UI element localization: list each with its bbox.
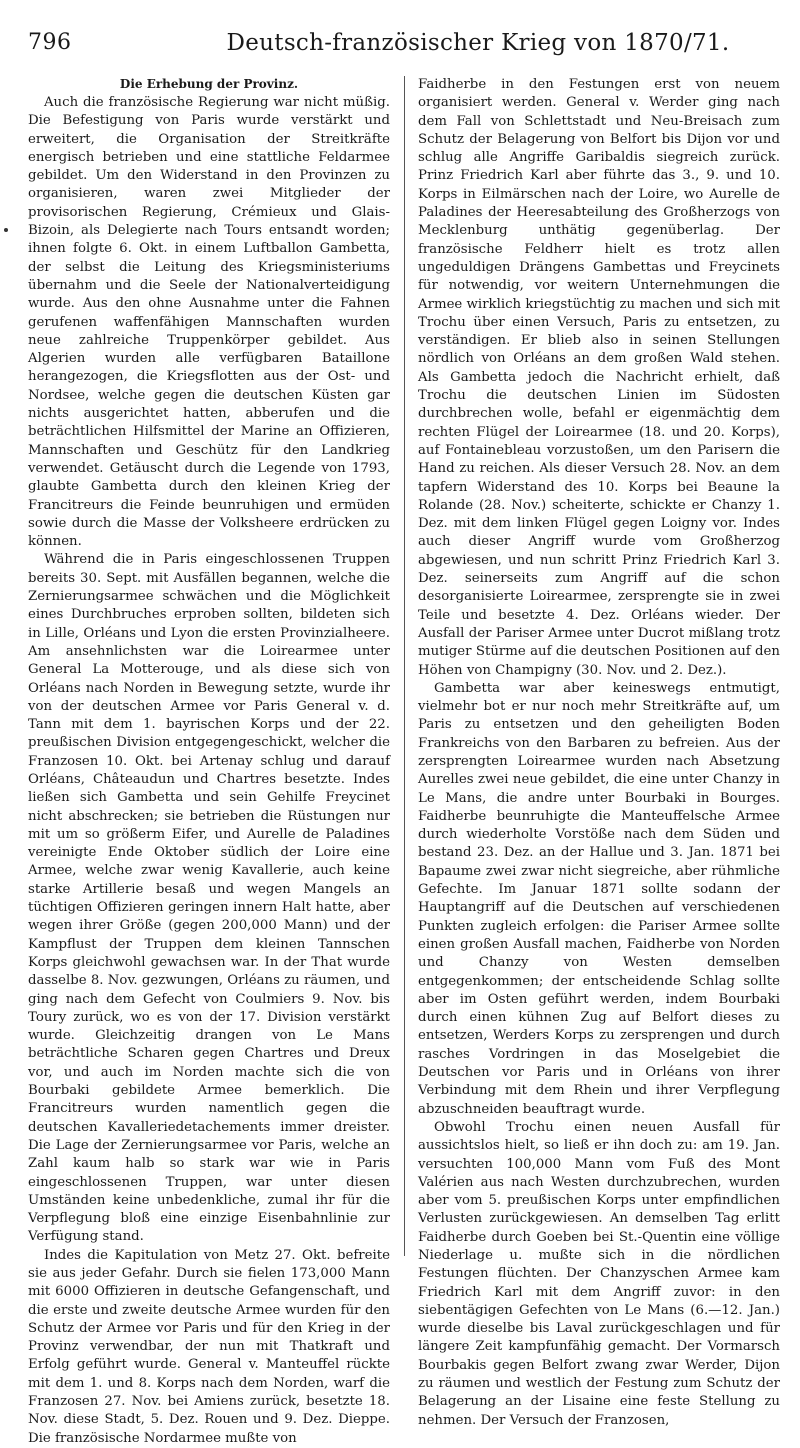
paragraph: Faidherbe in den Festungen erst von neuem organisiert werden. General v. Werder ging nach dem Fall von Schlettstadt und Neu-Breisach zum Schutz der Belagerung von Belfort bis Dijon vor und schlug alle Angriffe Garibaldis siegreich zurück. Prinz Friedrich Karl aber führte das 3., 9. und 10. Korps in Eilmärschen nach der Loire, wo Aurelle de Paladines der Heeresabteilung des Großherzogs von Mecklenburg unthätig gegenüberlag. Der französische Feldherr hielt es trotz allen ungeduldigen Drängens Gambettas und Freycinets für notwendig, vor weitern Unternehmungen die Armee wirklich kriegstüchtig zu machen und sich mit Trochu über einen Versuch, Paris zu entsetzen, zu verständigen. Er blieb also in seinen Stellungen nördlich von Orléans an dem großen Wald stehen. Als Gambetta jedoch die Nachricht erhielt, daß Trochu die deutschen Linien im Südosten durchbrechen wolle, befahl er eigenmächtig dem rechten Flügel der Loirearmee (18. und 20. Korps), auf Fontainebleau vorzustoßen, um den Parisern die Hand zu reichen. Als dieser Versuch 28. Nov. an dem tapfern Widerstand des 10. Korps bei Beaune la Rolande (28. Nov.) scheiterte, schickte er Chanzy 1. Dez. mit dem linken Flügel gegen Loigny vor. Indes auch dieser Angriff wurde vom Großherzog abgewiesen, und nun schritt Prinz Friedrich Karl 3. Dez. seinerseits zum Angriff auf die schon desorganisierte Loirearmee, zersprengte sie in zwei Teile und besetzte 4. Dez. Orléans wieder. Der Ausfall der Pariser Armee unter Ducrot mißlang trotz mutiger Stürme auf die deutschen Positionen auf den Höhen von Champigny (30. Nov. und 2. Dez.).: [418, 77, 780, 678]
column-divider: [404, 76, 405, 1256]
left-column: [28, 76, 390, 1446]
running-title: Deutsch-französischer Krieg von 1870/71.: [226, 30, 730, 56]
page-number: 796: [28, 30, 72, 55]
right-column: [418, 76, 780, 1428]
margin-mark: [4, 228, 8, 232]
section-heading: Die Erhebung der Provinz.: [119, 77, 299, 91]
paragraph: Auch die französische Regierung war nicht müßig. Die Befestigung von Paris wurde verstärkt und erweitert, die Organisation der Streitkräfte energisch betrieben und eine stattliche Feldarmee gebildet. Um den Widerstand in den Provinzen zu organisieren, waren zwei Mitglieder der provisorischen Regierung, Crémieux und Glais-Bizoin, als Delegierte nach Tours entsandt worden; ihnen folgte 6. Okt. in einem Luftballon Gambetta, der selbst die Leitung des Kriegsministeriums übernahm und die Seele der Nationalverteidigung wurde. Aus den ohne Ausnahme unter die Fahnen gerufenen waffenfähigen Mannschaften wurden neue zahlreiche Truppenkörper gebildet. Aus Algerien wurden alle verfügbaren Bataillone herangezogen, die Kriegsflotten aus der Ost- und Nordsee, welche gegen die deutschen Küsten gar nichts ausgerichtet hatten, abberufen und die beträchtlichen Hilfsmittel der Marine an Offizieren, Mannschaften und Geschütz für den Landkrieg verwendet. Getäuscht durch die Legende von 1793, glaubte Gambetta durch den kleinen Krieg der Francitreurs die Feinde beunruhigen und ermüden sowie durch die Masse der Volksheere erdrücken zu können.: [28, 95, 390, 550]
text-columns: [28, 76, 780, 1446]
page-header: [28, 26, 780, 70]
paragraph: Obwohl Trochu einen neuen Ausfall für aussichtslos hielt, so ließ er ihn doch zu: am 19. Jan. versuchten 100,000 Mann vom Fuß des Mont Valérien aus nach Westen durchzubrechen, wurden aber vom 5. preußischen Korps unter empfindlichen Verlusten zurückgewiesen. An demselben Tag erlitt Faidherbe durch Goeben bei St.-Quentin eine völlige Niederlage u. mußte sich in die nördlichen Festungen flüchten. Der Chanzyschen Armee kam Friedrich Karl mit dem Angriff zuvor: in den siebentägigen Gefechten von Le Mans (6.—12. Jan.) wurde dieselbe bis Laval zurückgeschlagen und für längere Zeit kampfunfähig gemacht. Der Vormarsch Bourbakis gegen Belfort zwang zwar Werder, Dijon zu räumen und westlich der Festung zum Schutz der Belagerung an der Lisaine eine feste Stellung zu nehmen. Der Versuch der Franzosen,: [418, 1119, 780, 1428]
page: [28, 26, 780, 1446]
paragraph: Während die in Paris eingeschlossenen Truppen bereits 30. Sept. mit Ausfällen begannen, welche die Zernierungsarmee schwächen und die Möglichkeit eines Durchbruches erproben sollten, bildeten sich in Lille, Orléans und Lyon die ersten Provinzialheere. Am ansehnlichsten war die Loirearmee unter General La Motterouge, und als diese sich von Orléans nach Norden in Bewegung setzte, wurde ihr von der deutschen Armee vor Paris General v. d. Tann mit dem 1. bayrischen Korps und der 22. preußischen Division entgegengeschickt, welcher die Franzosen 10. Okt. bei Artenay schlug und darauf Orléans, Châteaudun und Chartres besetzte. Indes ließen sich Gambetta und sein Gehilfe Freycinet nicht abschrecken; sie betrieben die Rüstungen nur mit um so größerm Eifer, und Aurelle de Paladines vereinigte Ende Oktober südlich der Loire eine Armee, welche zwar wenig Kavallerie, auch keine starke Artillerie besaß und wegen Mangels an tüchtigen Offizieren geringen innern Halt hatte, aber wegen ihrer Größe (gegen 200,000 Mann) und der Kampflust der Truppen dem kleinen Tannschen Korps gleichwohl gewachsen war. In der That wurde dasselbe 8. Nov. gezwungen, Orléans zu räumen, und ging nach dem Gefecht von Coulmiers 9. Nov. bis Toury zurück, wo es von der 17. Division verstärkt wurde. Gleichzeitig drangen von Le Mans beträchtliche Scharen gegen Chartres und Dreux vor, und auch im Norden machte sich die von Bourbaki gebildete Armee bemerklich. Die Francitreurs wurden namentlich gegen die deutschen Kavalleriedetachements immer dreister. Die Lage der Zernierungsarmee vor Paris, welche an Zahl kaum halb so stark war wie in Paris eingeschlossenen Truppen, war unter diesen Umständen keine unbedenkliche, zumal ihr für die Verpflegung bloß eine einzige Eisenbahnlinie zur Verfügung stand.: [28, 552, 390, 1245]
paragraph: Indes die Kapitulation von Metz 27. Okt. befreite sie aus jeder Gefahr. Durch sie fielen 173,000 Mann mit 6000 Offizieren in deutsche Gefangenschaft, und die erste und zweite deutsche Armee wurden für den Schutz der Armee vor Paris und für den Krieg in der Provinz verwendbar, der nun mit Thatkraft und Erfolg geführt wurde. General v. Manteuffel rückte mit dem 1. und 8. Korps nach dem Norden, warf die Franzosen 27. Nov. bei Amiens zurück, besetzte 18. Nov. diese Stadt, 5. Dez. Rouen und 9. Dez. Dieppe. Die französische Nordarmee mußte von: [28, 1247, 390, 1446]
paragraph: Gambetta war aber keineswegs entmutigt, vielmehr bot er nur noch mehr Streitkräfte auf, um Paris zu entsetzen und den geheiligten Boden Frankreichs von den Barbaren zu befreien. Aus der zersprengten Loirearmee wurden nach Absetzung Aurelles zwei neue gebildet, die eine unter Chanzy in Le Mans, die andre unter Bourbaki in Bourges. Faidherbe beunruhigte die Manteuffelsche Armee durch wiederholte Vorstöße nach dem Süden und bestand 23. Dez. an der Hallue und 3. Jan. 1871 bei Bapaume zwei zwar nicht siegreiche, aber rühmliche Gefechte. Im Januar 1871 sollte sodann der Hauptangriff auf die Deutschen auf verschiedenen Punkten zugleich erfolgen: die Pariser Armee sollte einen großen Ausfall machen, Faidherbe von Norden und Chanzy von Westen demselben entgegenkommen; der entscheidende Schlag sollte aber im Osten geführt werden, indem Bourbaki durch einen kühnen Zug auf Belfort dieses zu entsetzen, Werders Korps zu zersprengen und durch rasches Vordringen in das Moselgebiet die Deutschen vor Paris und in Orléans von ihrer Verbindung mit dem Rhein und ihrer Verpflegung abzuschneiden beauftragt wurde.: [418, 680, 780, 1117]
